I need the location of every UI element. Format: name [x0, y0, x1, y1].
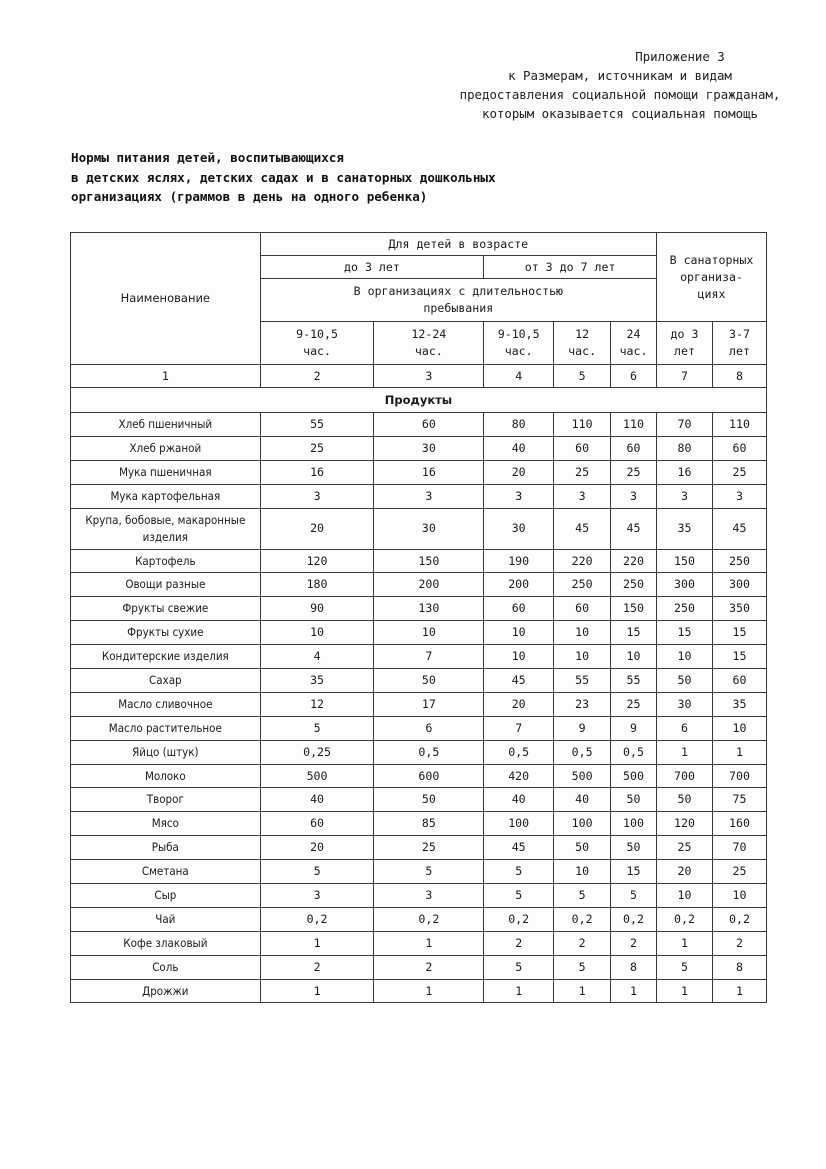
norm-value: 85 — [374, 812, 484, 836]
norm-value: 35 — [712, 692, 766, 716]
product-name: Чай — [71, 907, 261, 931]
product-name: Масло растительное — [71, 716, 261, 740]
norm-value: 0,2 — [554, 907, 611, 931]
appendix-line: Приложение 3 — [635, 49, 725, 64]
header-subcol — [611, 322, 657, 365]
norm-value: 25 — [260, 436, 374, 460]
appendix-line: к Размерам, источникам и видам — [508, 68, 732, 83]
norm-value: 55 — [554, 669, 611, 693]
norm-value: 50 — [657, 788, 713, 812]
subcol-line-1: 24 — [626, 327, 641, 341]
title-line: в детских яслях, детских садах и в санаторных дошкольных — [71, 169, 496, 185]
table-row — [71, 812, 767, 836]
header-subcol — [484, 322, 554, 365]
norm-value: 10 — [484, 621, 554, 645]
norm-value: 150 — [657, 549, 713, 573]
norm-value: 190 — [484, 549, 554, 573]
norm-value: 5 — [484, 860, 554, 884]
product-name: Яйцо (штук) — [71, 740, 261, 764]
norm-value: 10 — [554, 645, 611, 669]
norm-value: 20 — [260, 836, 374, 860]
norm-value: 250 — [657, 597, 713, 621]
norm-value: 1 — [484, 979, 554, 1003]
norm-value: 0,2 — [657, 907, 713, 931]
norm-value: 17 — [374, 692, 484, 716]
norm-value: 3 — [374, 884, 484, 908]
table-row — [71, 955, 767, 979]
norm-value: 6 — [374, 716, 484, 740]
table-row — [71, 716, 767, 740]
norm-value: 2 — [484, 931, 554, 955]
norm-value: 420 — [484, 764, 554, 788]
norm-value: 70 — [657, 413, 713, 437]
norm-value: 1 — [374, 931, 484, 955]
norm-value: 5 — [260, 716, 374, 740]
product-name: Дрожжи — [71, 979, 261, 1003]
header-subcol — [260, 322, 374, 365]
column-number: 5 — [554, 365, 611, 388]
norm-value: 35 — [260, 669, 374, 693]
norm-value: 60 — [484, 597, 554, 621]
norm-value: 50 — [554, 836, 611, 860]
column-number: 1 — [71, 365, 261, 388]
norm-value: 1 — [712, 740, 766, 764]
column-number: 4 — [484, 365, 554, 388]
product-name: Хлеб ржаной — [71, 436, 261, 460]
norm-value: 220 — [611, 549, 657, 573]
table-row — [71, 907, 767, 931]
table-row — [71, 549, 767, 573]
table-row — [71, 645, 767, 669]
norm-value: 1 — [260, 979, 374, 1003]
norm-value: 300 — [657, 573, 713, 597]
norm-value: 40 — [484, 788, 554, 812]
norm-value: 80 — [657, 436, 713, 460]
header-subcol — [657, 322, 713, 365]
norm-value: 3 — [484, 484, 554, 508]
norm-value: 16 — [260, 460, 374, 484]
norm-value: 25 — [611, 692, 657, 716]
norm-value: 40 — [260, 788, 374, 812]
subcol-line-1: 12 — [575, 327, 590, 341]
norm-value: 3 — [657, 484, 713, 508]
header-sanatorium-label: В санаторных организа- циях — [669, 252, 754, 301]
norm-value: 1 — [554, 979, 611, 1003]
norm-value: 3 — [260, 884, 374, 908]
header-name: Наименование — [71, 233, 261, 365]
table-row — [71, 860, 767, 884]
norm-value: 200 — [374, 573, 484, 597]
norm-value: 15 — [611, 860, 657, 884]
product-name: Сметана — [71, 860, 261, 884]
product-name: Мясо — [71, 812, 261, 836]
norm-value: 2 — [712, 931, 766, 955]
norm-value: 50 — [374, 788, 484, 812]
title-line: Нормы питания детей, воспитывающихся — [71, 150, 344, 165]
norm-value: 60 — [554, 436, 611, 460]
norm-value: 0,2 — [484, 907, 554, 931]
norm-value: 20 — [260, 508, 374, 549]
norm-value: 10 — [657, 884, 713, 908]
header-subcol — [712, 322, 766, 365]
norm-value: 45 — [712, 508, 766, 549]
norm-value: 0,5 — [484, 740, 554, 764]
norm-value: 10 — [712, 716, 766, 740]
norm-value: 75 — [712, 788, 766, 812]
norm-value: 120 — [657, 812, 713, 836]
header-sanatorium — [657, 233, 767, 322]
subcol-line-1: до 3 — [670, 327, 699, 341]
subcol-line-2: час. — [568, 344, 597, 358]
table-row — [71, 692, 767, 716]
product-name: Рыба — [71, 836, 261, 860]
norm-value: 15 — [611, 621, 657, 645]
norm-value: 1 — [712, 979, 766, 1003]
norm-value: 40 — [484, 436, 554, 460]
norm-value: 15 — [657, 621, 713, 645]
norm-value: 110 — [554, 413, 611, 437]
norm-value: 7 — [484, 716, 554, 740]
norm-value: 2 — [611, 931, 657, 955]
norm-value: 20 — [657, 860, 713, 884]
table-row — [71, 413, 767, 437]
norm-value: 100 — [554, 812, 611, 836]
norm-value: 25 — [374, 836, 484, 860]
appendix-note — [440, 47, 800, 123]
norm-value: 9 — [611, 716, 657, 740]
norm-value: 55 — [260, 413, 374, 437]
norm-value: 2 — [554, 931, 611, 955]
header-under-3: до 3 лет — [260, 256, 484, 279]
norm-value: 60 — [712, 669, 766, 693]
norm-value: 700 — [657, 764, 713, 788]
product-name: Картофель — [71, 549, 261, 573]
norm-value: 5 — [554, 955, 611, 979]
product-name: Крупа, бобовые, макаронные изделия — [71, 508, 261, 549]
subcol-line-1: 9-10,5 — [296, 327, 338, 341]
norm-value: 45 — [611, 508, 657, 549]
norm-value: 1 — [374, 979, 484, 1003]
norm-value: 300 — [712, 573, 766, 597]
norm-value: 1 — [260, 931, 374, 955]
norm-value: 25 — [712, 860, 766, 884]
norm-value: 35 — [657, 508, 713, 549]
norm-value: 10 — [657, 645, 713, 669]
norm-value: 8 — [611, 955, 657, 979]
norm-value: 60 — [712, 436, 766, 460]
product-name: Фрукты сухие — [71, 621, 261, 645]
norm-value: 3 — [712, 484, 766, 508]
norm-value: 16 — [657, 460, 713, 484]
column-number: 2 — [260, 365, 374, 388]
subcol-line-2: час. — [619, 344, 648, 358]
norm-value: 10 — [374, 621, 484, 645]
header-duration: В организациях с длительностью пребывания — [260, 279, 656, 322]
norm-value: 10 — [260, 621, 374, 645]
subcol-line-2: лет — [674, 344, 695, 358]
norm-value: 50 — [657, 669, 713, 693]
norm-value: 25 — [554, 460, 611, 484]
norm-value: 8 — [712, 955, 766, 979]
appendix-line: которым оказывается социальная помощь — [481, 106, 758, 121]
norm-value: 50 — [611, 788, 657, 812]
table-row — [71, 884, 767, 908]
header-subcol — [554, 322, 611, 365]
norm-value: 16 — [374, 460, 484, 484]
norm-value: 600 — [374, 764, 484, 788]
norm-value: 6 — [657, 716, 713, 740]
norm-value: 50 — [611, 836, 657, 860]
column-number: 7 — [657, 365, 713, 388]
norm-value: 7 — [374, 645, 484, 669]
norm-value: 150 — [611, 597, 657, 621]
table-row — [71, 436, 767, 460]
header-age-group: Для детей в возрасте — [260, 233, 656, 256]
norm-value: 45 — [484, 669, 554, 693]
norm-value: 1 — [657, 740, 713, 764]
table-row — [71, 484, 767, 508]
norm-value: 3 — [260, 484, 374, 508]
norm-value: 220 — [554, 549, 611, 573]
section-products: Продукты — [71, 388, 767, 413]
norm-value: 50 — [374, 669, 484, 693]
table-row — [71, 597, 767, 621]
norm-value: 350 — [712, 597, 766, 621]
product-name: Сахар — [71, 669, 261, 693]
norm-value: 5 — [374, 860, 484, 884]
table-row — [71, 788, 767, 812]
product-name: Сыр — [71, 884, 261, 908]
subcol-line-1: 9-10,5 — [497, 327, 540, 341]
product-name: Мука картофельная — [71, 484, 261, 508]
norm-value: 4 — [260, 645, 374, 669]
norm-value: 45 — [554, 508, 611, 549]
norm-value: 0,25 — [260, 740, 374, 764]
norm-value: 250 — [554, 573, 611, 597]
norm-value: 60 — [611, 436, 657, 460]
product-name: Кондитерские изделия — [71, 645, 261, 669]
norm-value: 100 — [484, 812, 554, 836]
title-line: организациях (граммов в день на одного ребенка) — [71, 189, 428, 204]
norm-value: 80 — [484, 413, 554, 437]
table-row — [71, 460, 767, 484]
norm-value: 15 — [712, 645, 766, 669]
norm-value: 20 — [484, 460, 554, 484]
norm-value: 500 — [260, 764, 374, 788]
subcol-line-2: час. — [303, 344, 332, 358]
appendix-line: предоставления социальной помощи гражданам, — [459, 87, 781, 102]
table-row — [71, 764, 767, 788]
norm-value: 10 — [611, 645, 657, 669]
norm-value: 12 — [260, 692, 374, 716]
norm-value: 30 — [657, 692, 713, 716]
column-number: 8 — [712, 365, 766, 388]
norm-value: 3 — [554, 484, 611, 508]
norm-value: 5 — [484, 955, 554, 979]
header-subcol — [374, 322, 484, 365]
norm-value: 110 — [712, 413, 766, 437]
norm-value: 70 — [712, 836, 766, 860]
table-row — [71, 621, 767, 645]
norm-value: 0,2 — [374, 907, 484, 931]
norm-value: 2 — [374, 955, 484, 979]
norm-value: 60 — [260, 812, 374, 836]
product-name: Масло сливочное — [71, 692, 261, 716]
column-number: 6 — [611, 365, 657, 388]
norm-value: 60 — [554, 597, 611, 621]
product-name: Молоко — [71, 764, 261, 788]
norm-value: 45 — [484, 836, 554, 860]
norm-value: 55 — [611, 669, 657, 693]
norm-value: 10 — [554, 621, 611, 645]
norm-value: 1 — [657, 931, 713, 955]
table-row — [71, 573, 767, 597]
norm-value: 0,5 — [374, 740, 484, 764]
norm-value: 120 — [260, 549, 374, 573]
norm-value: 9 — [554, 716, 611, 740]
product-name: Овощи разные — [71, 573, 261, 597]
norm-value: 150 — [374, 549, 484, 573]
norm-value: 500 — [554, 764, 611, 788]
norm-value: 0,2 — [260, 907, 374, 931]
norm-value: 2 — [260, 955, 374, 979]
norm-value: 60 — [374, 413, 484, 437]
norm-value: 25 — [712, 460, 766, 484]
header-3-to-7: от 3 до 7 лет — [484, 256, 657, 279]
norm-value: 0,2 — [712, 907, 766, 931]
norm-value: 3 — [611, 484, 657, 508]
norm-value: 1 — [657, 979, 713, 1003]
norm-value: 30 — [484, 508, 554, 549]
norm-value: 15 — [712, 621, 766, 645]
norm-value: 250 — [611, 573, 657, 597]
norm-value: 25 — [657, 836, 713, 860]
norm-value: 160 — [712, 812, 766, 836]
norm-value: 5 — [611, 884, 657, 908]
table-row — [71, 508, 767, 549]
norm-value: 130 — [374, 597, 484, 621]
subcol-line-1: 3-7 — [729, 327, 750, 341]
norm-value: 90 — [260, 597, 374, 621]
norm-value: 5 — [657, 955, 713, 979]
table-row — [71, 740, 767, 764]
product-name: Соль — [71, 955, 261, 979]
norm-value: 5 — [484, 884, 554, 908]
product-name: Кофе злаковый — [71, 931, 261, 955]
norm-value: 40 — [554, 788, 611, 812]
product-name: Фрукты свежие — [71, 597, 261, 621]
norm-value: 0,2 — [611, 907, 657, 931]
subcol-line-2: час. — [414, 344, 443, 358]
table-row — [71, 836, 767, 860]
nutrition-norms-table — [70, 232, 767, 1003]
norm-value: 1 — [611, 979, 657, 1003]
product-name: Творог — [71, 788, 261, 812]
subcol-line-2: лет — [729, 344, 750, 358]
norm-value: 20 — [484, 692, 554, 716]
norm-value: 110 — [611, 413, 657, 437]
norm-value: 100 — [611, 812, 657, 836]
norm-value: 5 — [554, 884, 611, 908]
table-row — [71, 931, 767, 955]
norm-value: 5 — [260, 860, 374, 884]
document-title — [71, 148, 496, 207]
table-row — [71, 979, 767, 1003]
norm-value: 10 — [554, 860, 611, 884]
norm-value: 0,5 — [611, 740, 657, 764]
norm-value: 700 — [712, 764, 766, 788]
norm-value: 200 — [484, 573, 554, 597]
norm-value: 25 — [611, 460, 657, 484]
norm-value: 250 — [712, 549, 766, 573]
norm-value: 30 — [374, 436, 484, 460]
product-name: Хлеб пшеничный — [71, 413, 261, 437]
subcol-line-2: час. — [504, 344, 533, 358]
norm-value: 500 — [611, 764, 657, 788]
norm-value: 3 — [374, 484, 484, 508]
norm-value: 30 — [374, 508, 484, 549]
product-name: Мука пшеничная — [71, 460, 261, 484]
norm-value: 180 — [260, 573, 374, 597]
norm-value: 10 — [484, 645, 554, 669]
column-number: 3 — [374, 365, 484, 388]
norm-value: 23 — [554, 692, 611, 716]
table-row — [71, 669, 767, 693]
norm-value: 0,5 — [554, 740, 611, 764]
norm-value: 10 — [712, 884, 766, 908]
subcol-line-1: 12-24 — [411, 327, 447, 341]
